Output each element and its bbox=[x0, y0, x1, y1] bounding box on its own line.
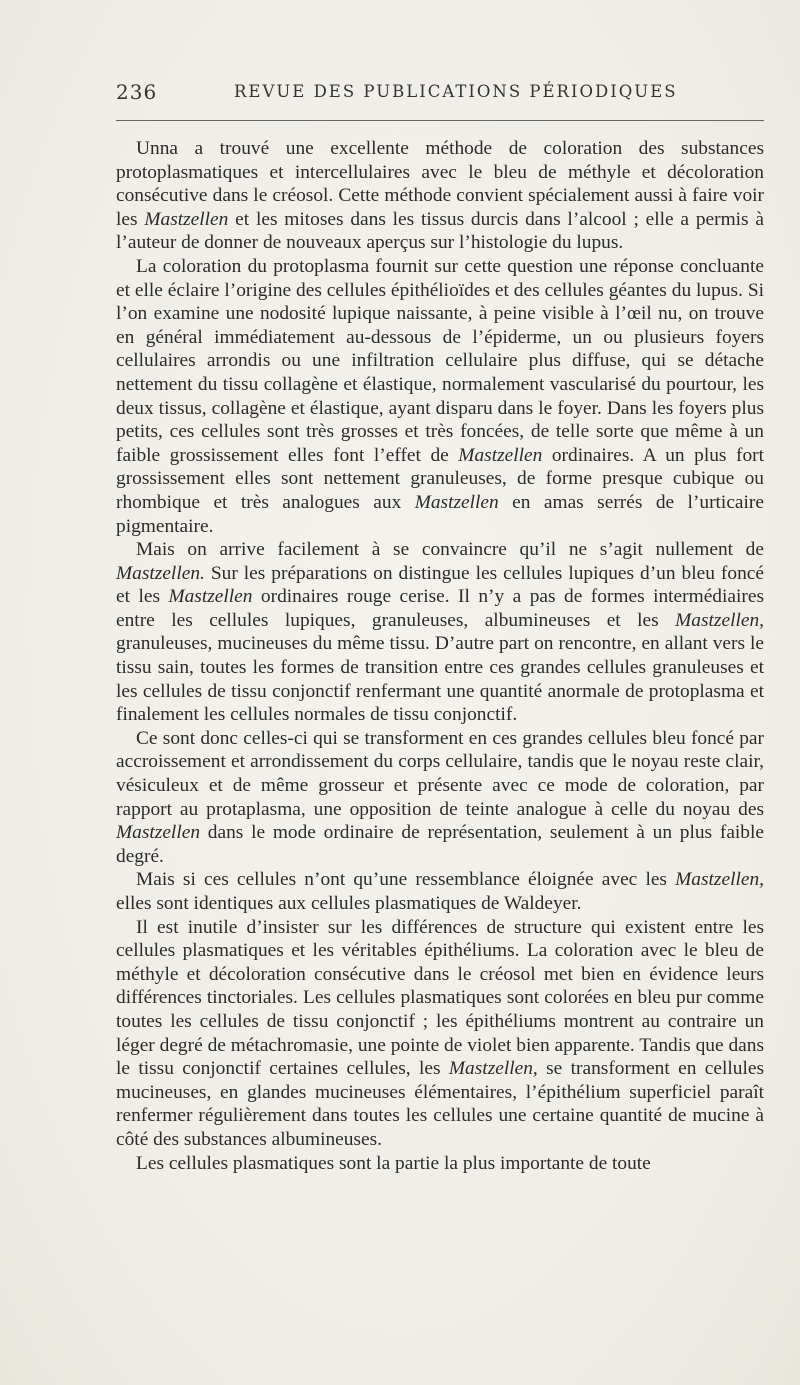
text-run: ordinaires rouge cerise. Il n’y a pas de formes intermédiaires entre les cellules lupiques, granuleuses, albumineuses et les bbox=[116, 586, 764, 631]
text-run: La coloration du protoplasma fournit sur cette question une réponse concluante et elle éclaire l’origine des cellules épithélioïdes et des cellules géantes du lupus. Si l’on examine une nodosité lupique naissante, à peine visible à l’œil nu, on trouve en général immédiatement au-dessous de l’épiderme, un ou plusieurs foyers cellulaires arrondis ou une infiltration cellulaire plus diffuse, qui se détache nettement du tissu collagène et élastique, normalement vascularisé du pourtour, les deux tissus, collagène et élastique, ayant disparu dans le foyer. Dans les foyers plus petits, ces cellules sont très grosses et très foncées, de telle sorte que même à un faible grossissement elles font l’effet de bbox=[116, 255, 764, 466]
text-run: Il est inutile d’insister sur les différences de structure qui existent entre les cellules plasmatiques et les véritables épithéliums. La coloration avec le bleu de méthyle et décoloration consécutive dans le créosol met bien en évidence leurs différences tinctoriales. Les cellules plasmatiques sont colorées en bleu pur comme toutes les cellules de tissu conjonctif ; les épithéliums montrent au contraire un léger degré de métachromasie, une pointe de violet bien apparente. Tandis que dans le tissu conjonctif certaines cellules, les bbox=[116, 916, 764, 1080]
text-run: granuleuses, mucineuses du même tissu. D’autre part on rencontre, en allant vers le tissu sain, toutes les formes de transition entre ces grandes cellules granuleuses et les cellules de tissu conjonctif renfermant une quantité anormale de protoplasma et finalement les cellules normales de tissu conjonctif. bbox=[116, 633, 764, 726]
italic-term: Mastzellen bbox=[168, 586, 253, 608]
paragraph bbox=[116, 1152, 764, 1176]
italic-term: Mastzellen bbox=[116, 822, 201, 844]
running-header bbox=[116, 80, 764, 104]
text-run: ordinaires. A un plus fort grossissement elles sont nettement granuleuses, de forme presque cubique ou rhombique et très analogues aux bbox=[116, 444, 764, 513]
paragraph bbox=[116, 916, 764, 1152]
paragraph bbox=[116, 255, 764, 538]
paragraph bbox=[116, 727, 764, 869]
paragraph bbox=[116, 538, 764, 727]
body-text bbox=[116, 137, 764, 1175]
text-run: et les mitoses dans les tissus durcis dans l’alcool ; elle a permis à l’auteur de donner de nouveaux aperçus sur l’histologie du lupus. bbox=[116, 208, 764, 254]
text-run: Unna a trouvé une excellente méthode de coloration des substances protoplasmatiques et intercellulaires avec le bleu de méthyle et décoloration consécutive dans le créosol. Cette méthode convient spécialement aussi à faire voir les bbox=[116, 138, 764, 230]
text-run: Mais si ces cellules n’ont qu’une ressemblance éloignée avec les bbox=[136, 869, 676, 891]
italic-term: Mastzellen, bbox=[675, 869, 764, 891]
italic-term: Mastzellen, bbox=[448, 1058, 538, 1080]
page-number: 236 bbox=[116, 80, 158, 104]
italic-term: Mastzellen bbox=[458, 444, 543, 466]
text-run: Ce sont donc celles-ci qui se transforment en ces grandes cellules bleu foncé par accroissement et arrondissement du corps cellulaire, tandis que le noyau reste clair, vésiculeux et de même grosseur et présente avec ce mode de coloration, par rapport au protaplasma, une opposition de teinte analogue à celle du noyau des bbox=[116, 727, 764, 820]
paragraph bbox=[116, 137, 764, 255]
italic-term: Mastzellen, bbox=[675, 609, 764, 631]
italic-term: Mastzellen bbox=[144, 208, 229, 230]
text-run: Sur les préparations on distingue les cellules lupiques d’un bleu foncé et les bbox=[116, 562, 764, 608]
italic-term: Mastzellen bbox=[414, 491, 499, 513]
header-rule bbox=[116, 120, 764, 121]
text-run: Mais on arrive facilement à se convaincre qu’il ne s’agit nullement de bbox=[136, 539, 764, 561]
paragraph bbox=[116, 868, 764, 915]
text-run: en amas serrés de l’urticaire pigmentaire. bbox=[116, 491, 764, 537]
text-run: se transforment en cellules mucineuses, en glandes mucineuses élémentaires, l’épithélium superficiel paraît renfermer régulièrement dans toutes les cellules une certaine quantité de mucine à côté des substances albumineuses. bbox=[116, 1058, 764, 1150]
italic-term: Mastzellen. bbox=[116, 562, 205, 584]
text-run: dans le mode ordinaire de représentation, seulement à un plus faible degré. bbox=[116, 822, 764, 867]
text-run: elles sont identiques aux cellules plasmatiques de Waldeyer. bbox=[116, 893, 582, 914]
text-run: Les cellules plasmatiques sont la partie la plus importante de toute bbox=[136, 1152, 651, 1174]
running-title: REVUE DES PUBLICATIONS PÉRIODIQUES bbox=[234, 82, 678, 101]
